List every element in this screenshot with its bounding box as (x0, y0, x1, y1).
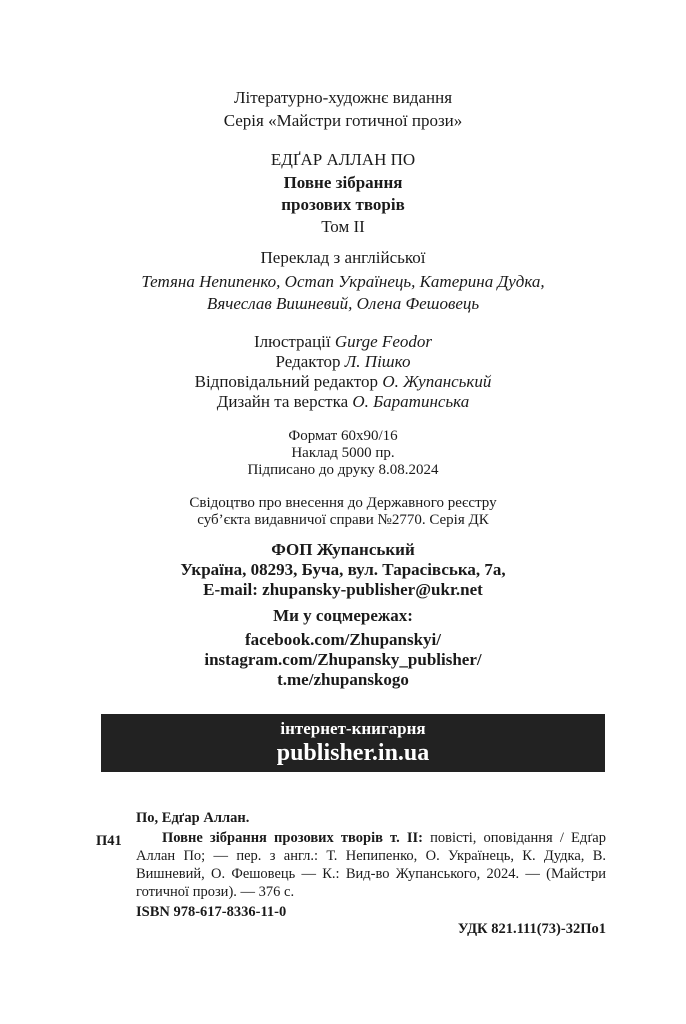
editor-label: Редактор (275, 352, 345, 371)
registry-line-1: Свідоцтво про внесення до Державного реєстру (189, 495, 497, 511)
illustrations-name: Gurge Feodor (334, 332, 432, 351)
series-line: Серія «Майстри готичної прози» (223, 111, 463, 130)
udk-line: УДК 821.111(73)-32По1 (457, 921, 606, 937)
publisher-address: Україна, 08293, Буча, вул. Тарасівська, 7а, (180, 560, 506, 579)
design-label: Дизайн та верстка (216, 392, 353, 411)
banner-line-1: інтернет-книгарня (280, 719, 426, 738)
isbn-line: ISBN 978-617-8336-11-0 (136, 904, 287, 920)
signed-line: Підписано до друку 8.08.2024 (247, 462, 439, 478)
biblio-code: П41 (96, 833, 122, 849)
biblio-details: повісті, оповідання / Едґар Аллан По; — пер. з англ.: Т. Непипенко, О. Українець, К. Дудка, В. Вишневий, О. Фешовець — К.: Вид-во Жупанського, 2024. — (Майстри готичної прози). — 376 с. (136, 830, 606, 900)
author-caps: ЕДҐАР АЛЛАН ПО (270, 150, 416, 169)
edition-type: Літературно-художнє видання (233, 88, 453, 107)
bookstore-banner (101, 714, 605, 772)
design-credit (0, 390, 686, 413)
biblio-description (136, 829, 606, 901)
biblio-author: По, Едґар Аллан. (136, 810, 250, 826)
translators-line-2: Вячеслав Вишневий, Олена Фешовець (206, 294, 480, 313)
design-name: О. Баратинська (352, 392, 470, 411)
print-run-line: Наклад 5000 пр. (291, 445, 395, 461)
translation-label: Переклад з англійської (260, 248, 426, 267)
social-heading: Ми у соцмережах: (273, 606, 413, 625)
biblio-title: Повне зібрання прозових творів т. II: (162, 830, 423, 846)
biblio-description-text (136, 829, 606, 901)
translators-line-1: Тетяна Непипенко, Остап Українець, Катерина Дудка, (141, 272, 545, 291)
format-line: Формат 60x90/16 (288, 428, 398, 444)
publisher-name: ФОП Жупанський (271, 540, 415, 559)
volume-label: Том II (321, 217, 365, 236)
illustrations-label: Ілюстрації (254, 332, 335, 351)
registry-line-2: суб’єкта видавничої справи №2770. Серія ДК (197, 512, 489, 528)
chief-editor-name: О. Жупанський (382, 372, 492, 391)
editor-name: Л. Пішко (344, 352, 411, 371)
publisher-email: E-mail: zhupansky-publisher@ukr.net (203, 580, 483, 599)
chief-editor-label: Відповідальний редактор (194, 372, 383, 391)
facebook-link[interactable]: facebook.com/Zhupanskyi/ (244, 630, 441, 649)
title-line-2: прозових творів (281, 195, 405, 214)
banner-url[interactable]: publisher.in.ua (276, 740, 430, 766)
title-line-1: Повне зібрання (283, 173, 403, 192)
telegram-link[interactable]: t.me/zhupanskogo (277, 670, 409, 689)
instagram-link[interactable]: instagram.com/Zhupansky_publisher/ (204, 650, 482, 669)
